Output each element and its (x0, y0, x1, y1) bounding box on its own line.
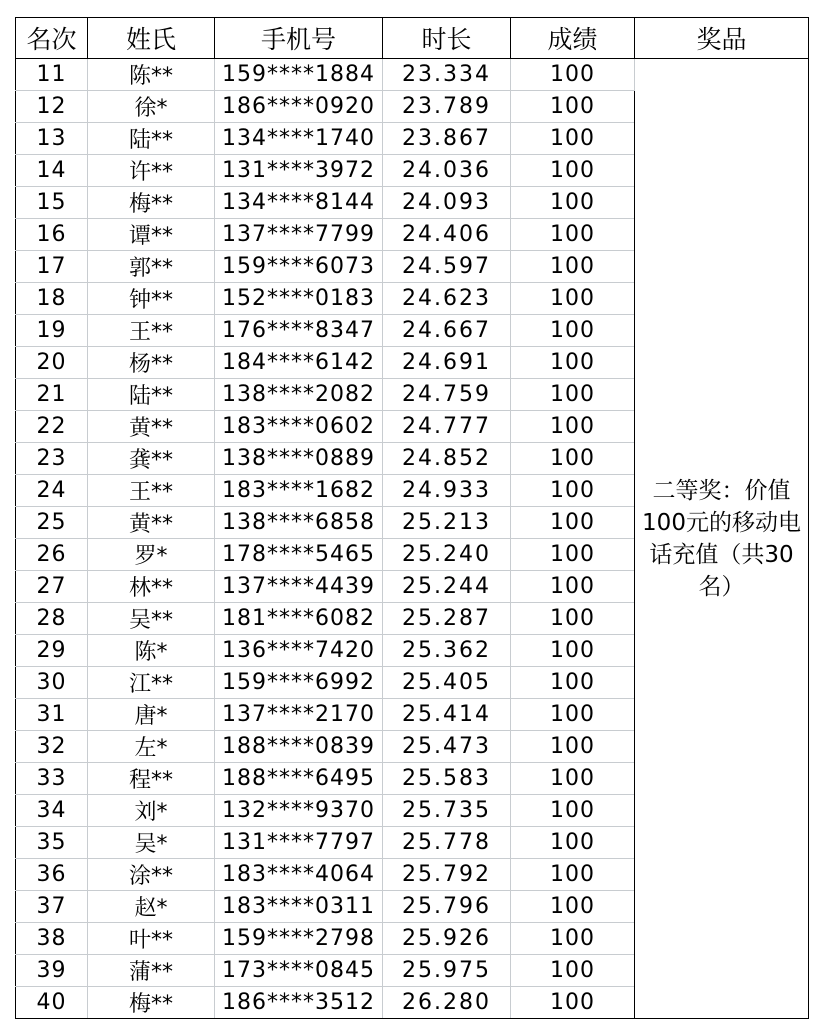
score-cell: 100 (511, 795, 635, 827)
duration-cell: 25.975 (383, 955, 511, 987)
phone-cell: 183****0311 (215, 891, 383, 923)
duration-cell: 25.792 (383, 859, 511, 891)
duration-cell: 24.093 (383, 187, 511, 219)
rank-cell: 29 (16, 635, 88, 667)
phone-cell: 178****5465 (215, 539, 383, 571)
name-cell: 罗* (88, 539, 215, 571)
phone-cell: 173****0845 (215, 955, 383, 987)
name-cell: 黄** (88, 411, 215, 443)
name-cell: 江** (88, 667, 215, 699)
rank-cell: 35 (16, 827, 88, 859)
phone-cell: 184****6142 (215, 347, 383, 379)
score-cell: 100 (511, 219, 635, 251)
score-cell: 100 (511, 347, 635, 379)
score-cell: 100 (511, 699, 635, 731)
name-cell: 王** (88, 475, 215, 507)
duration-cell: 24.036 (383, 155, 511, 187)
name-cell: 叶** (88, 923, 215, 955)
phone-cell: 138****2082 (215, 379, 383, 411)
score-cell: 100 (511, 731, 635, 763)
score-cell: 100 (511, 603, 635, 635)
phone-cell: 134****8144 (215, 187, 383, 219)
rank-cell: 39 (16, 955, 88, 987)
rank-cell: 17 (16, 251, 88, 283)
score-cell: 100 (511, 635, 635, 667)
score-cell: 100 (511, 411, 635, 443)
name-cell: 钟** (88, 283, 215, 315)
rank-cell: 30 (16, 667, 88, 699)
phone-cell: 186****0920 (215, 91, 383, 123)
score-cell: 100 (511, 315, 635, 347)
phone-cell: 188****6495 (215, 763, 383, 795)
name-cell: 徐* (88, 91, 215, 123)
phone-cell: 131****3972 (215, 155, 383, 187)
name-cell: 梅** (88, 987, 215, 1019)
name-cell: 蒲** (88, 955, 215, 987)
score-cell: 100 (511, 475, 635, 507)
duration-cell: 25.735 (383, 795, 511, 827)
table-row (16, 59, 809, 91)
rank-cell: 13 (16, 123, 88, 155)
phone-cell: 188****0839 (215, 731, 383, 763)
score-cell: 100 (511, 827, 635, 859)
name-cell: 陆** (88, 123, 215, 155)
phone-cell: 159****2798 (215, 923, 383, 955)
header-phone: 手机号 (215, 18, 383, 59)
duration-cell: 23.867 (383, 123, 511, 155)
rank-cell: 15 (16, 187, 88, 219)
phone-cell: 136****7420 (215, 635, 383, 667)
score-cell: 100 (511, 59, 635, 91)
phone-cell: 183****4064 (215, 859, 383, 891)
phone-cell: 159****1884 (215, 59, 383, 91)
rank-cell: 12 (16, 91, 88, 123)
duration-cell: 24.852 (383, 443, 511, 475)
score-cell: 100 (511, 155, 635, 187)
score-cell: 100 (511, 251, 635, 283)
score-cell: 100 (511, 507, 635, 539)
duration-cell: 23.789 (383, 91, 511, 123)
duration-cell: 24.777 (383, 411, 511, 443)
name-cell: 唐* (88, 699, 215, 731)
rank-cell: 28 (16, 603, 88, 635)
duration-cell: 25.213 (383, 507, 511, 539)
name-cell: 许** (88, 155, 215, 187)
winners-table (15, 17, 809, 1019)
name-cell: 陆** (88, 379, 215, 411)
name-cell: 刘* (88, 795, 215, 827)
rank-cell: 18 (16, 283, 88, 315)
rank-cell: 20 (16, 347, 88, 379)
duration-cell: 25.244 (383, 571, 511, 603)
rank-cell: 31 (16, 699, 88, 731)
name-cell: 吴** (88, 603, 215, 635)
name-cell: 陈* (88, 635, 215, 667)
rank-cell: 40 (16, 987, 88, 1019)
rank-cell: 11 (16, 59, 88, 91)
duration-cell: 25.405 (383, 667, 511, 699)
phone-cell: 137****4439 (215, 571, 383, 603)
score-cell: 100 (511, 571, 635, 603)
duration-cell: 25.796 (383, 891, 511, 923)
duration-cell: 24.691 (383, 347, 511, 379)
phone-cell: 159****6992 (215, 667, 383, 699)
rank-cell: 22 (16, 411, 88, 443)
score-cell: 100 (511, 763, 635, 795)
phone-cell: 159****6073 (215, 251, 383, 283)
phone-cell: 137****7799 (215, 219, 383, 251)
phone-cell: 181****6082 (215, 603, 383, 635)
duration-cell: 24.759 (383, 379, 511, 411)
phone-cell: 152****0183 (215, 283, 383, 315)
score-cell: 100 (511, 379, 635, 411)
table-body (16, 59, 809, 1019)
rank-cell: 25 (16, 507, 88, 539)
duration-cell: 25.240 (383, 539, 511, 571)
header-duration: 时长 (383, 18, 511, 59)
phone-cell: 138****0889 (215, 443, 383, 475)
name-cell: 杨** (88, 347, 215, 379)
score-cell: 100 (511, 667, 635, 699)
rank-cell: 24 (16, 475, 88, 507)
name-cell: 涂** (88, 859, 215, 891)
rank-cell: 33 (16, 763, 88, 795)
phone-cell: 131****7797 (215, 827, 383, 859)
score-cell: 100 (511, 987, 635, 1019)
name-cell: 林** (88, 571, 215, 603)
duration-cell: 25.362 (383, 635, 511, 667)
header-rank: 名次 (16, 18, 88, 59)
score-cell: 100 (511, 443, 635, 475)
header-score: 成绩 (511, 18, 635, 59)
name-cell: 梅** (88, 187, 215, 219)
phone-cell: 176****8347 (215, 315, 383, 347)
prize-cell: 二等奖：价值100元的移动电话充值（共30名） (635, 59, 809, 1019)
name-cell: 黄** (88, 507, 215, 539)
duration-cell: 26.280 (383, 987, 511, 1019)
rank-cell: 34 (16, 795, 88, 827)
duration-cell: 25.287 (383, 603, 511, 635)
header-prize: 奖品 (635, 18, 809, 59)
phone-cell: 132****9370 (215, 795, 383, 827)
name-cell: 郭** (88, 251, 215, 283)
name-cell: 谭** (88, 219, 215, 251)
duration-cell: 25.778 (383, 827, 511, 859)
phone-cell: 186****3512 (215, 987, 383, 1019)
header-row (16, 18, 809, 59)
duration-cell: 25.473 (383, 731, 511, 763)
duration-cell: 24.406 (383, 219, 511, 251)
score-cell: 100 (511, 283, 635, 315)
name-cell: 龚** (88, 443, 215, 475)
name-cell: 陈** (88, 59, 215, 91)
duration-cell: 25.583 (383, 763, 511, 795)
results-sheet (15, 17, 809, 1019)
rank-cell: 16 (16, 219, 88, 251)
rank-cell: 19 (16, 315, 88, 347)
rank-cell: 32 (16, 731, 88, 763)
rank-cell: 26 (16, 539, 88, 571)
header-name: 姓氏 (88, 18, 215, 59)
name-cell: 吴* (88, 827, 215, 859)
duration-cell: 24.597 (383, 251, 511, 283)
duration-cell: 24.933 (383, 475, 511, 507)
rank-cell: 14 (16, 155, 88, 187)
name-cell: 王** (88, 315, 215, 347)
score-cell: 100 (511, 123, 635, 155)
phone-cell: 137****2170 (215, 699, 383, 731)
rank-cell: 23 (16, 443, 88, 475)
score-cell: 100 (511, 187, 635, 219)
rank-cell: 37 (16, 891, 88, 923)
name-cell: 左* (88, 731, 215, 763)
phone-cell: 134****1740 (215, 123, 383, 155)
phone-cell: 183****1682 (215, 475, 383, 507)
duration-cell: 24.623 (383, 283, 511, 315)
duration-cell: 23.334 (383, 59, 511, 91)
rank-cell: 27 (16, 571, 88, 603)
score-cell: 100 (511, 539, 635, 571)
rank-cell: 38 (16, 923, 88, 955)
score-cell: 100 (511, 955, 635, 987)
score-cell: 100 (511, 859, 635, 891)
table-header (16, 18, 809, 59)
name-cell: 程** (88, 763, 215, 795)
duration-cell: 25.414 (383, 699, 511, 731)
duration-cell: 24.667 (383, 315, 511, 347)
score-cell: 100 (511, 91, 635, 123)
score-cell: 100 (511, 891, 635, 923)
rank-cell: 21 (16, 379, 88, 411)
name-cell: 赵* (88, 891, 215, 923)
duration-cell: 25.926 (383, 923, 511, 955)
phone-cell: 183****0602 (215, 411, 383, 443)
phone-cell: 138****6858 (215, 507, 383, 539)
score-cell: 100 (511, 923, 635, 955)
rank-cell: 36 (16, 859, 88, 891)
